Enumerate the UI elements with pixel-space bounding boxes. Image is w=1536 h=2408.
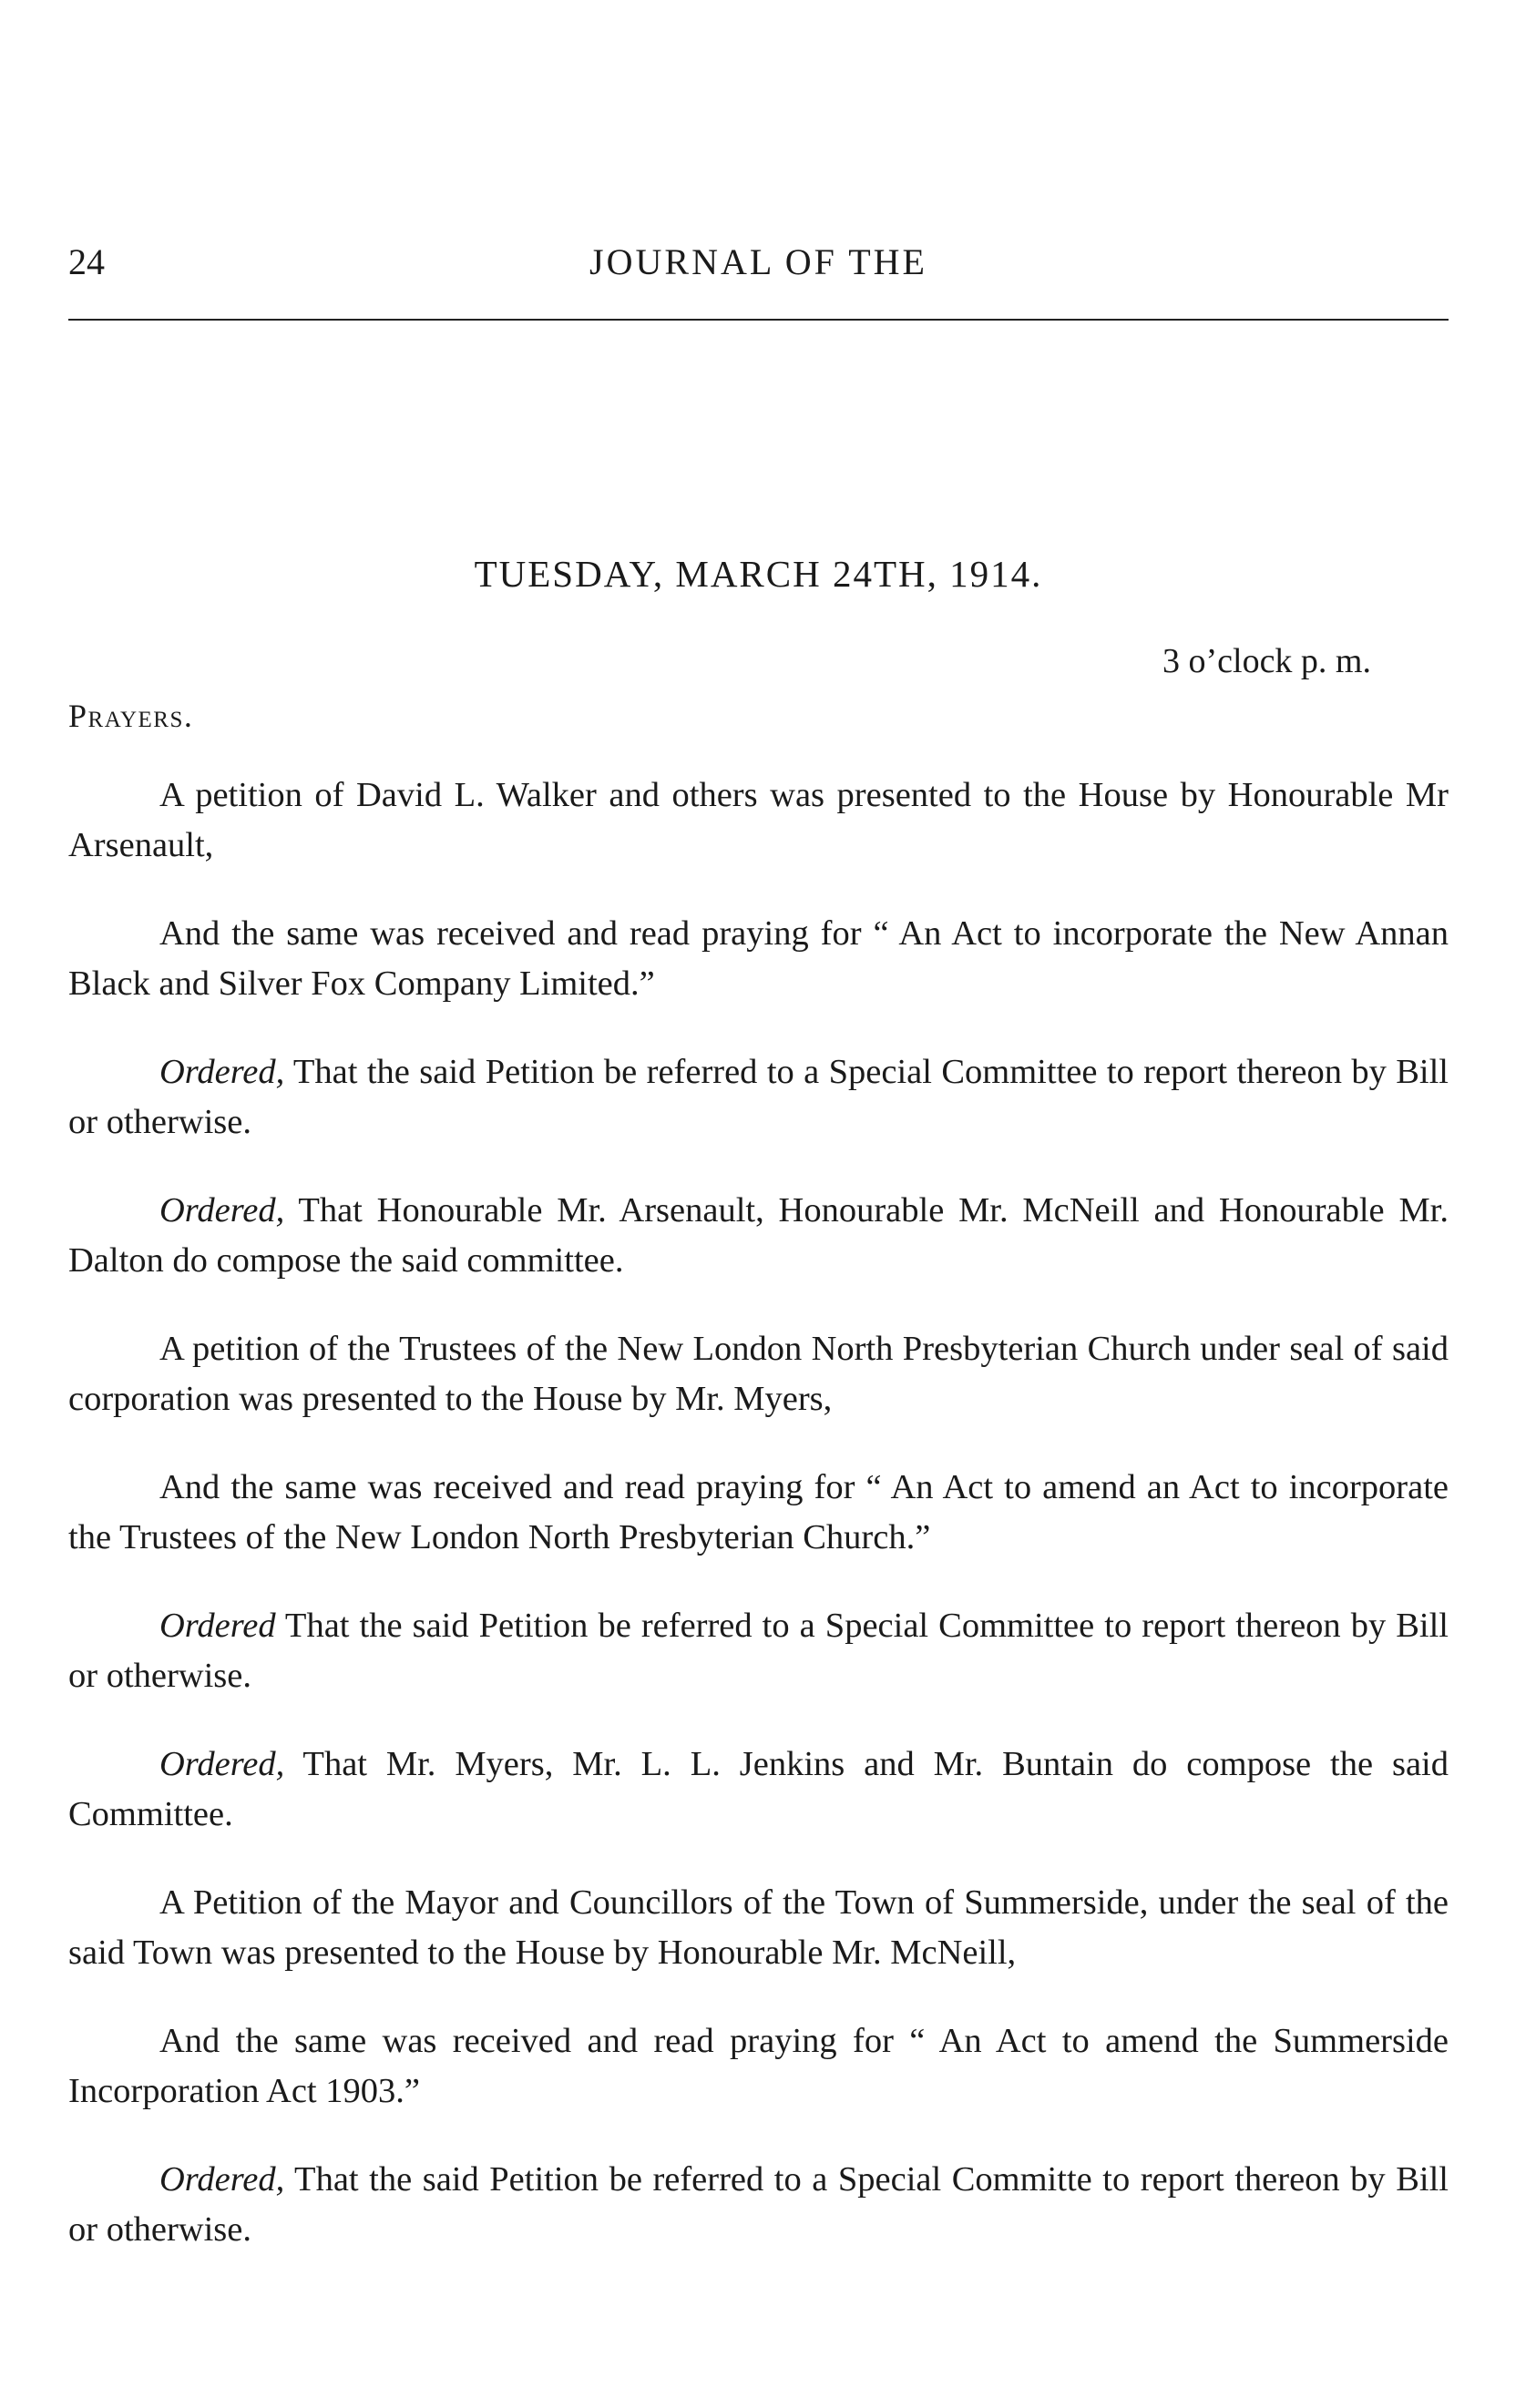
paragraph-petition-walker <box>68 770 1449 871</box>
sitting-time: 3 o’clock p. m. <box>1162 642 1371 680</box>
prayers-label: Prayers. <box>68 698 194 734</box>
paragraph-ordered-committee-1 <box>68 1047 1449 1148</box>
paragraph-prayer-summerside <box>68 2016 1449 2117</box>
header-rule <box>68 319 1449 321</box>
paragraph-prayer-church <box>68 1463 1449 1563</box>
sitting-date-heading: TUESDAY, MARCH 24TH, 1914. <box>474 553 1043 595</box>
paragraph-text: And the same was received and read praying for “ An Act to incorporate the New Annan Black and Silver Fox Company Limited.” <box>68 914 1449 1003</box>
page-number: 24 <box>68 241 105 282</box>
paragraph-text: That Mr. Myers, Mr. L. L. Jenkins and Mr. Buntain do compose the said Committee. <box>68 1745 1449 1833</box>
paragraph-text: That the said Petition be referred to a Special Committe to report thereon by Bill or otherwise. <box>68 2160 1449 2249</box>
journal-body <box>68 770 1449 2293</box>
paragraph-text: A Petition of the Mayor and Councillors of the Town of Summerside, under the seal of the said Town was presented to the House by Honourable Mr. McNeill, <box>68 1883 1449 1972</box>
paragraph-petition-summerside <box>68 1878 1449 1978</box>
paragraph-text: And the same was received and read praying for “ An Act to amend an Act to incorporate the Trustees of the New London North Presbyterian Church.” <box>68 1468 1449 1556</box>
paragraph-text: That Honourable Mr. Arsenault, Honourable Mr. McNeill and Honourable Mr. Dalton do compose the said committee. <box>68 1191 1449 1280</box>
ordered-label: Ordered <box>159 1607 276 1645</box>
ordered-label: Ordered, <box>159 1053 285 1091</box>
ordered-label: Ordered, <box>159 2160 285 2199</box>
ordered-label: Ordered, <box>159 1191 285 1230</box>
paragraph-text: That the said Petition be referred to a Special Committee to report thereon by Bill or otherwise. <box>68 1053 1449 1141</box>
paragraph-text: A petition of David L. Walker and others was presented to the House by Honourable Mr Arsenault, <box>68 776 1449 864</box>
paragraph-text: A petition of the Trustees of the New London North Presbyterian Church under seal of said corporation was presented to the House by Mr. Myers, <box>68 1330 1449 1418</box>
paragraph-ordered-committee-3 <box>68 2155 1449 2255</box>
paragraph-petition-trustees <box>68 1324 1449 1424</box>
paragraph-ordered-committee-2 <box>68 1601 1449 1701</box>
journal-title: JOURNAL OF THE <box>589 241 927 282</box>
running-head <box>68 235 1449 290</box>
ordered-label: Ordered, <box>159 1745 285 1783</box>
paragraph-ordered-members-2 <box>68 1740 1449 1840</box>
paragraph-text: That the said Petition be referred to a Special Committee to report thereon by Bill or otherwise. <box>68 1607 1449 1695</box>
paragraph-text: And the same was received and read praying for “ An Act to amend the Summerside Incorporation Act 1903.” <box>68 2022 1449 2110</box>
paragraph-ordered-members-1 <box>68 1186 1449 1286</box>
paragraph-prayer-fox-company <box>68 909 1449 1009</box>
